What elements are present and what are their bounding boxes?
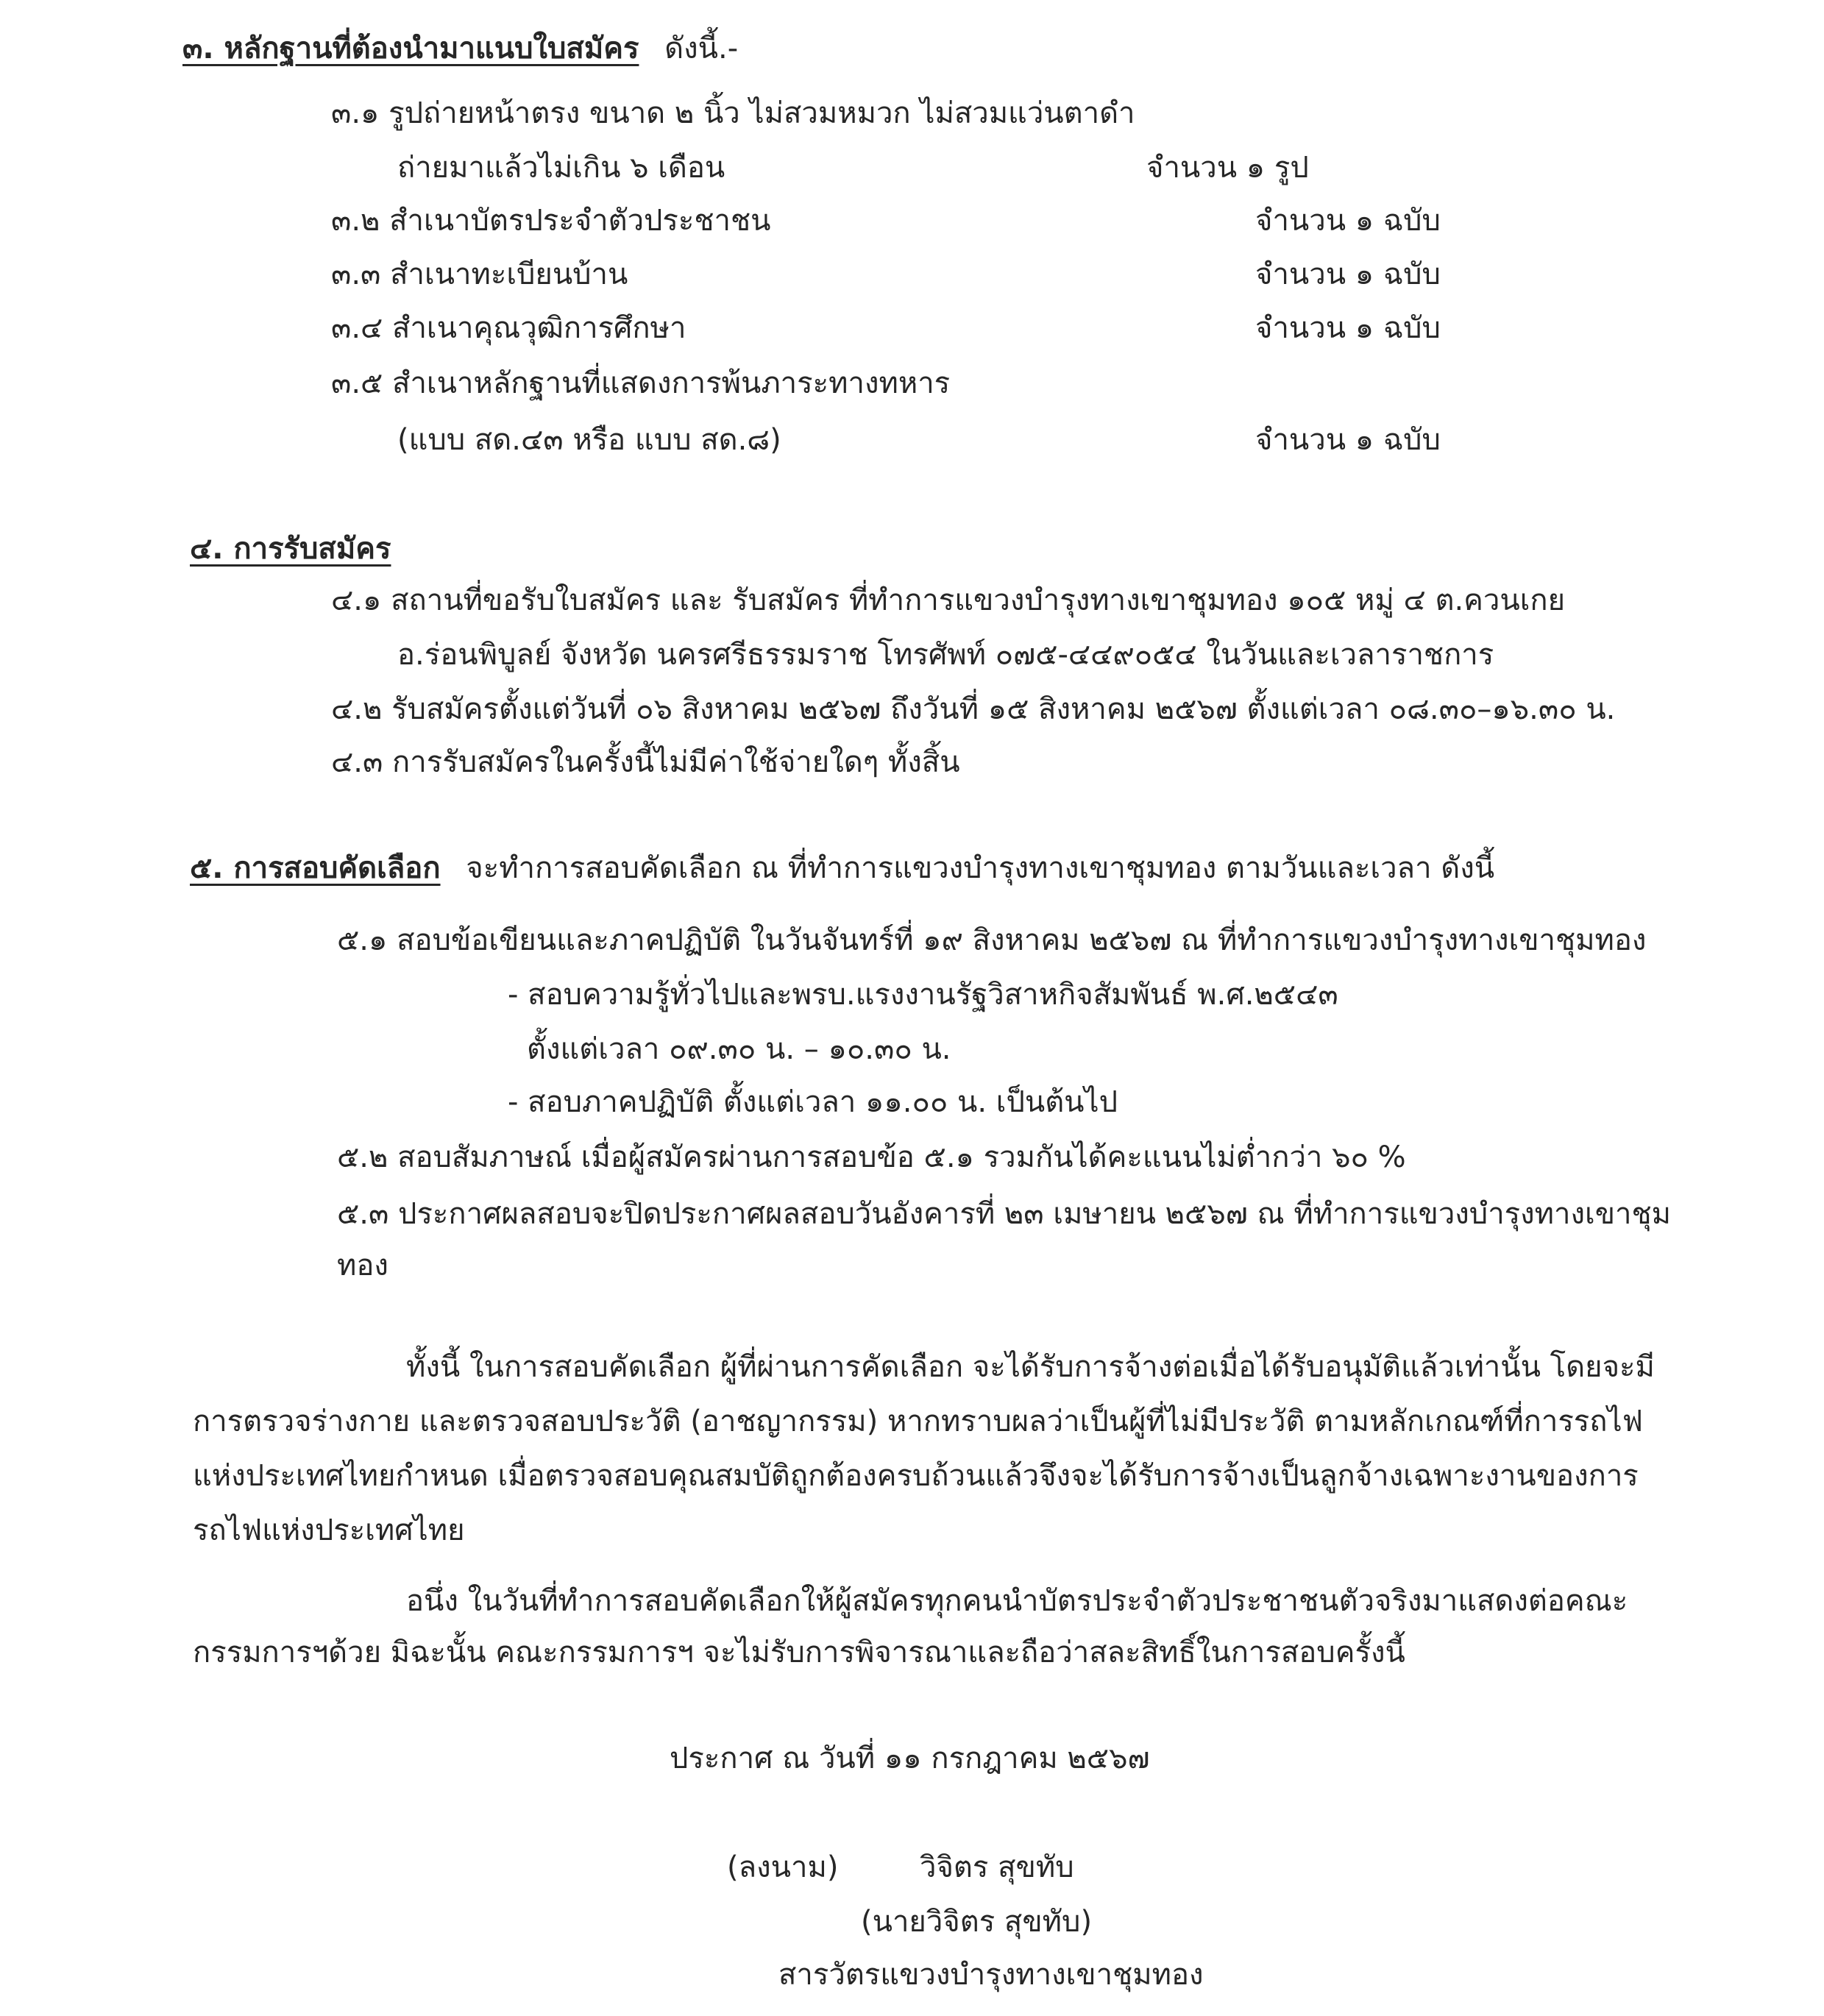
item-4-1: ๔.๑ สถานที่ขอรับใบสมัคร และ รับสมัคร ที่ทำการแขวงบำรุงทางเขาชุมทอง ๑๐๕ หมู่ ๔ ต.ควนเกย (331, 583, 1566, 617)
item-3-1-cont: ถ่ายมาแล้วไม่เกิน ๖ เดือน (397, 151, 725, 185)
item-5-1-sub-1-time: ตั้งแต่เวลา ๐๙.๓๐ น. – ๑๐.๓๐ น. (527, 1032, 951, 1066)
signatory-full-name: (นายวิจิตร สุขทับ) (861, 1905, 1093, 1939)
item-5-2: ๕.๒ สอบสัมภาษณ์ เมื่อผู้สมัครผ่านการสอบข้อ ๕.๑ รวมกันได้คะแนนไม่ต่ำกว่า ๖๐ % (337, 1140, 1406, 1174)
para-1-line-1: ทั้งนี้ ในการสอบคัดเลือก ผู้ที่ผ่านการคัดเลือก จะได้รับการจ้างต่อเมื่อได้รับอนุมัติแล้วเท่านั้น โดยจะมี (406, 1350, 1655, 1384)
item-4-3: ๔.๓ การรับสมัครในครั้งนี้ไม่มีค่าใช้จ่ายใดๆ ทั้งสิ้น (331, 745, 960, 779)
item-5-3: ๕.๓ ประกาศผลสอบจะปิดประกาศผลสอบวันอังคารที่ ๒๓ เมษายน ๒๕๖๗ ณ ที่ทำการแขวงบำรุงทางเขาชุม (337, 1197, 1672, 1231)
item-4-1-cont: อ.ร่อนพิบูลย์ จังหวัด นครศรีธรรมราช โทรศัพท์ ๐๗๕-๔๔๙๐๕๔ ในวันและเวลาราชการ (397, 638, 1494, 672)
section-3-heading-line (182, 28, 738, 69)
signature-label: (ลงนาม) (727, 1850, 839, 1884)
section-3-heading-suffix: ดังนี้.- (664, 32, 739, 65)
para-1-line-3: แห่งประเทศไทยกำหนด เมื่อตรวจสอบคุณสมบัติถูกต้องครบถ้วนแล้วจึงจะได้รับการจ้างเป็นลูกจ้างเฉพาะงานของการ (193, 1459, 1639, 1493)
item-3-5-qty: จำนวน ๑ ฉบับ (1255, 423, 1441, 457)
item-3-4: ๓.๔ สำเนาคุณวุฒิการศึกษา (331, 311, 686, 345)
item-4-2: ๔.๒ รับสมัครตั้งแต่วันที่ ๐๖ สิงหาคม ๒๕๖๗ ถึงวันที่ ๑๕ สิงหาคม ๒๕๖๗ ตั้งแต่เวลา ๐๘.๓๐–๑๖.๓๐ น. (331, 692, 1616, 726)
announcement-date: ประกาศ ณ วันที่ ๑๑ กรกฎาคม ๒๕๖๗ (670, 1742, 1150, 1775)
section-4-heading-line (190, 528, 391, 569)
para-1-line-4: รถไฟแห่งประเทศไทย (193, 1513, 465, 1547)
item-5-1: ๕.๑ สอบข้อเขียนและภาคปฏิบัติ ในวันจันทร์ที่ ๑๙ สิงหาคม ๒๕๖๗ ณ ที่ทำการแขวงบำรุงทางเขาชุมทอง (337, 923, 1647, 957)
item-3-4-qty: จำนวน ๑ ฉบับ (1255, 311, 1441, 345)
para-2-line-2: กรรมการฯด้วย มิฉะนั้น คณะกรรมการฯ จะไม่รับการพิจารณาและถือว่าสละสิทธิ์ในการสอบครั้งนี้ (193, 1636, 1405, 1669)
item-3-2: ๓.๒ สำเนาบัตรประจำตัวประชาชน (331, 204, 771, 238)
section-5-heading-line (190, 848, 1494, 889)
item-3-1: ๓.๑ รูปถ่ายหน้าตรง ขนาด ๒ นิ้ว ไม่สวมหมวก ไม่สวมแว่นตาดำ (331, 96, 1135, 130)
signature-name: วิจิตร สุขทับ (920, 1850, 1074, 1884)
section-4-heading: ๔. การรับสมัคร (190, 532, 391, 566)
item-5-1-sub-2: - สอบภาคปฏิบัติ ตั้งแต่เวลา ๑๑.๐๐ น. เป็นต้นไป (508, 1085, 1118, 1119)
para-2-line-1: อนึ่ง ในวันที่ทำการสอบคัดเลือกให้ผู้สมัครทุกคนนำบัตรประจำตัวประชาชนตัวจริงมาแสดงต่อคณะ (406, 1584, 1628, 1618)
item-3-1-qty: จำนวน ๑ รูป (1146, 151, 1309, 185)
para-1-line-2: การตรวจร่างกาย และตรวจสอบประวัติ (อาชญากรรม) หากทราบผลว่าเป็นผู้ที่ไม่มีประวัติ ตามหลักเกณฑ์ที่การรถไฟ (193, 1405, 1643, 1438)
section-5-heading-suffix: จะทำการสอบคัดเลือก ณ ที่ทำการแขวงบำรุงทางเขาชุมทอง ตามวันและเวลา ดังนี้ (466, 851, 1495, 885)
item-3-5-cont: (แบบ สด.๔๓ หรือ แบบ สด.๘) (397, 423, 781, 457)
signatory-position: สารวัตรแขวงบำรุงทางเขาชุมทอง (778, 1958, 1204, 1992)
item-3-3: ๓.๓ สำเนาทะเบียนบ้าน (331, 258, 628, 291)
section-5-heading: ๕. การสอบคัดเลือก (190, 851, 441, 885)
section-3-heading: ๓. หลักฐานที่ต้องนำมาแนบใบสมัคร (182, 32, 639, 65)
item-3-3-qty: จำนวน ๑ ฉบับ (1255, 258, 1441, 291)
item-3-5: ๓.๕ สำเนาหลักฐานที่แสดงการพ้นภาระทางทหาร (331, 366, 951, 400)
item-5-1-sub-1: - สอบความรู้ทั่วไปและพรบ.แรงงานรัฐวิสาหกิจสัมพันธ์ พ.ศ.๒๕๔๓ (508, 978, 1338, 1012)
item-3-2-qty: จำนวน ๑ ฉบับ (1255, 204, 1441, 238)
item-5-3-cont: ทอง (337, 1249, 388, 1282)
